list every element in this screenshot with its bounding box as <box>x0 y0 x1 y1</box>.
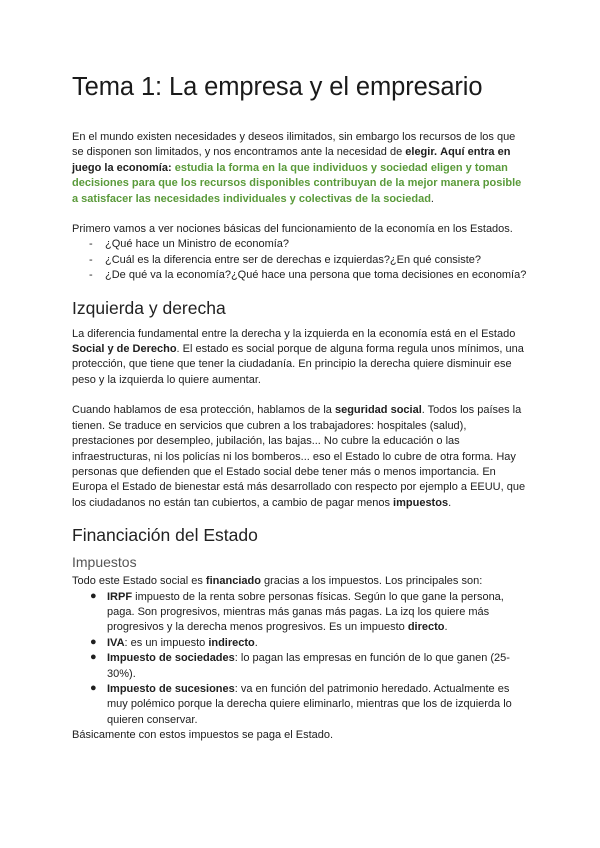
fin-p1-text: Todo este Estado social es <box>72 575 206 588</box>
tax-desc: : es un impuesto <box>124 636 209 649</box>
izq-p1-text-2: . El estado es social porque de alguna forma regula unos mínimos, una protección, que tiene que tener la ciudadanía. En principio la derecha quiere disminuir ese peso y la izquierda lo quiere aumentar. <box>72 343 524 386</box>
izq-p2-bold: seguridad social <box>334 404 422 417</box>
fin-paragraph <box>72 574 528 589</box>
izq-p2-text-2: . Todos los países la tienen. Se traduce en servicios que cubren a los trabajadores: hospitales (salud), prestaciones por desempleo, jubilación, las bajas... No cubre la educación o las infraestructuras, ni los policías ni los bomberos... eso el Estado lo cubre de otra forma. Hay personas que defienden que el Estado social debe tener más o menos importancia. En Europa el Estado de bienestar está más desarrollado con respecto por ejemplo a EEUU, que los ciudadanos no están tan cubiertos, a cambio de pagar menos <box>72 404 526 509</box>
list-item <box>72 590 528 636</box>
list-item <box>72 268 528 283</box>
bullet-marker: ● <box>90 589 97 602</box>
list-item <box>72 651 528 682</box>
bullet-marker: ● <box>90 651 97 664</box>
taxes-list <box>72 590 528 729</box>
list-item-text: ¿Cuál es la diferencia entre ser de derechas e izquierdas?¿En qué consiste? <box>105 253 482 266</box>
izq-paragraph-2 <box>72 403 528 511</box>
list-item-text: ¿Qué hace un Ministro de economía? <box>105 238 290 251</box>
questions-list <box>72 237 528 283</box>
section-heading-financiacion: Financiación del Estado <box>72 525 258 546</box>
section-heading-izquierda: Izquierda y derecha <box>72 297 226 318</box>
izq-p2-end: . <box>448 496 452 509</box>
tax-name: IVA <box>107 636 125 649</box>
tax-bold: directo <box>407 621 445 634</box>
list-item <box>72 237 528 252</box>
closing-paragraph: Básicamente con estos impuestos se paga el Estado. <box>72 729 334 742</box>
list-item <box>72 253 528 268</box>
izq-p2-text: Cuando hablamos de esa protección, hablamos de la <box>72 404 335 417</box>
tax-desc: : va en función del patrimonio heredado. Actualmente es muy polémico porque la derecha quiere eliminarlo, mientras que los de izquierda lo quieren conservar. <box>107 682 512 726</box>
intro-bold-elegir: elegir. <box>405 146 438 159</box>
list-item-text: ¿De qué va la economía?¿Qué hace una persona que toma decisiones en economía? <box>105 269 527 282</box>
izq-p1-text: La diferencia fundamental entre la derecha y la izquierda en la economía está en el Estado <box>72 327 516 340</box>
tax-name: Impuesto de sucesiones <box>107 682 235 695</box>
intro-text: En el mundo existen necesidades y deseos ilimitados, sin embargo los recursos de los que se disponen son limitados, y nos encontramos ante la necesidad de <box>72 131 516 159</box>
izq-p2-bold-2: impuestos <box>393 496 449 509</box>
intro-highlight: estudia la forma en la que individuos y sociedad eligen y toman decisiones para que los recursos disponibles contribuyan de la mejor manera posible a satisfacer las necesidades individuales y colectivas de la sociedad <box>72 161 522 205</box>
tax-end: . <box>254 636 258 649</box>
page-title: Tema 1: La empresa y el empresario <box>72 73 483 101</box>
list-item <box>72 636 528 651</box>
tax-desc: : lo pagan las empresas en función de lo que ganen (25-30% <box>107 652 510 680</box>
dash-marker: - <box>89 253 93 266</box>
izq-p1-bold: Social y de Derecho <box>72 343 177 356</box>
dash-marker: - <box>89 269 93 282</box>
document-page <box>72 72 528 744</box>
tax-name: IRPF <box>107 590 133 603</box>
tax-end: . <box>444 621 448 634</box>
bullet-marker: ● <box>90 635 97 648</box>
intro-paragraph <box>72 130 528 207</box>
primero-paragraph: Primero vamos a ver nociones básicas del funcionamiento de la economía en los Estados. <box>72 223 513 236</box>
tax-end: ). <box>129 667 136 680</box>
list-item <box>72 682 528 728</box>
fin-p1-bold: financiado <box>205 575 261 588</box>
tax-desc: impuesto de la renta sobre personas físicas. Según lo que gane la persona, paga. Son progresivos, mientras más ganas más pagas. La izq los quiere más progresivos y la derecha menos progresivos. Es un impuesto <box>107 590 504 634</box>
dash-marker: - <box>89 238 93 251</box>
tax-name: Impuesto de sociedades <box>107 652 235 665</box>
bullet-marker: ● <box>90 681 97 694</box>
tax-bold: indirecto <box>208 636 255 649</box>
fin-p1-text-2: gracias a los impuestos. Los principales son: <box>260 575 483 588</box>
intro-bold-economia: Aquí entra en juego la economía: <box>72 146 511 174</box>
intro-end: . <box>430 192 434 205</box>
izq-paragraph-1 <box>72 327 528 389</box>
subsection-heading-impuestos: Impuestos <box>72 554 137 571</box>
